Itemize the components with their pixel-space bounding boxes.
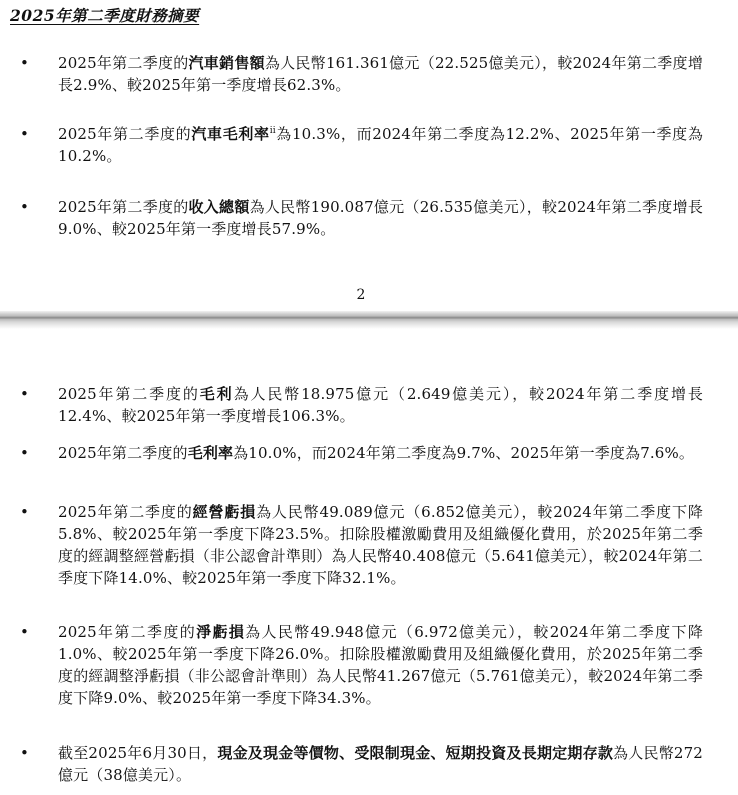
emphasized-term: 毛利率 — [187, 444, 234, 462]
emphasized-term: 毛利 — [199, 385, 234, 403]
list-item-text — [58, 621, 703, 709]
emphasized-term: 現金及現金等價物、受限制現金、短期投資及長期定期存款 — [217, 744, 614, 762]
list-item-text — [58, 196, 703, 240]
text-segment: 為10.3%，而2024年第二季度為12.2%、2025年第一季度為10.2%。 — [58, 125, 703, 165]
emphasized-term: 經營虧損 — [192, 503, 257, 521]
list-item-text — [58, 442, 703, 464]
emphasized-term: 汽車銷售額 — [188, 54, 265, 72]
footnote-marker: ii — [269, 126, 276, 136]
text-segment: 2025年第二季度的 — [58, 54, 189, 72]
bullet-icon: • — [20, 444, 29, 462]
bullet-icon: • — [20, 503, 29, 521]
text-segment: 截至2025年6月30日， — [58, 744, 218, 762]
emphasized-term: 汽車毛利率 — [191, 125, 270, 143]
list-item-text — [58, 52, 703, 96]
list-item-text — [58, 742, 703, 786]
text-segment: 2025年第二季度的 — [58, 198, 189, 216]
bullet-icon: • — [20, 623, 29, 641]
text-segment: 2025年第二季度的 — [58, 125, 192, 143]
text-segment: 為人民幣161.361億元（22.525億美元），較2024年第二季度增長2.9%、較2025年第一季度增長62.3%。 — [58, 54, 703, 94]
section-heading: 2025年第二季度財務摘要 — [10, 6, 200, 25]
text-segment: 為人民幣18.975億元（2.649億美元），較2024年第二季度增長12.4%、較2025年第一季度增長106.3%。 — [58, 385, 703, 425]
list-item-text — [58, 123, 703, 167]
list-item-text — [58, 383, 703, 427]
text-segment: 為10.0%，而2024年第二季度為9.7%、2025年第一季度為7.6%。 — [233, 444, 695, 462]
text-segment: 2025年第二季度的 — [58, 385, 200, 403]
emphasized-term: 收入總額 — [188, 198, 250, 216]
bullet-icon: • — [20, 125, 29, 143]
page-break-divider — [0, 311, 738, 329]
text-segment: 為人民幣49.948億元（6.972億美元），較2024年第二季度下降1.0%、較2025年第一季度下降26.0%。扣除股權激勵費用及組織優化費用，於2025年第二季度的經調整淨虧損（非公認會計準則）為人民幣41.267億元（5.761億美元），較2024年第二季度下降9.0%、較2025年第一季度下降34.3%。 — [58, 623, 703, 707]
bullet-icon: • — [20, 744, 29, 762]
bullet-icon: • — [20, 198, 29, 216]
text-segment: 為人民幣190.087億元（26.535億美元），較2024年第二季度增長9.0%、較2025年第一季度增長57.9%。 — [58, 198, 703, 238]
text-segment: 2025年第二季度的 — [58, 503, 193, 521]
page-number: 2 — [356, 287, 366, 303]
emphasized-term: 淨虧損 — [196, 623, 246, 641]
bullet-icon: • — [20, 385, 29, 403]
text-segment: 為人民幣272億元（38億美元）。 — [58, 744, 703, 784]
bullet-icon: • — [20, 54, 29, 72]
text-segment: 2025年第二季度的 — [58, 623, 197, 641]
list-item-text — [58, 501, 703, 589]
text-segment: 為人民幣49.089億元（6.852億美元），較2024年第二季度下降5.8%、較2025年第一季度下降23.5%。扣除股權激勵費用及組織優化費用，於2025年第二季度的經調整經營虧損（非公認會計準則）為人民幣40.408億元（5.641億美元），較2024年第二季度下降14.0%、較2025年第一季度下降32.1%。 — [58, 503, 703, 587]
text-segment: 2025年第二季度的 — [58, 444, 188, 462]
